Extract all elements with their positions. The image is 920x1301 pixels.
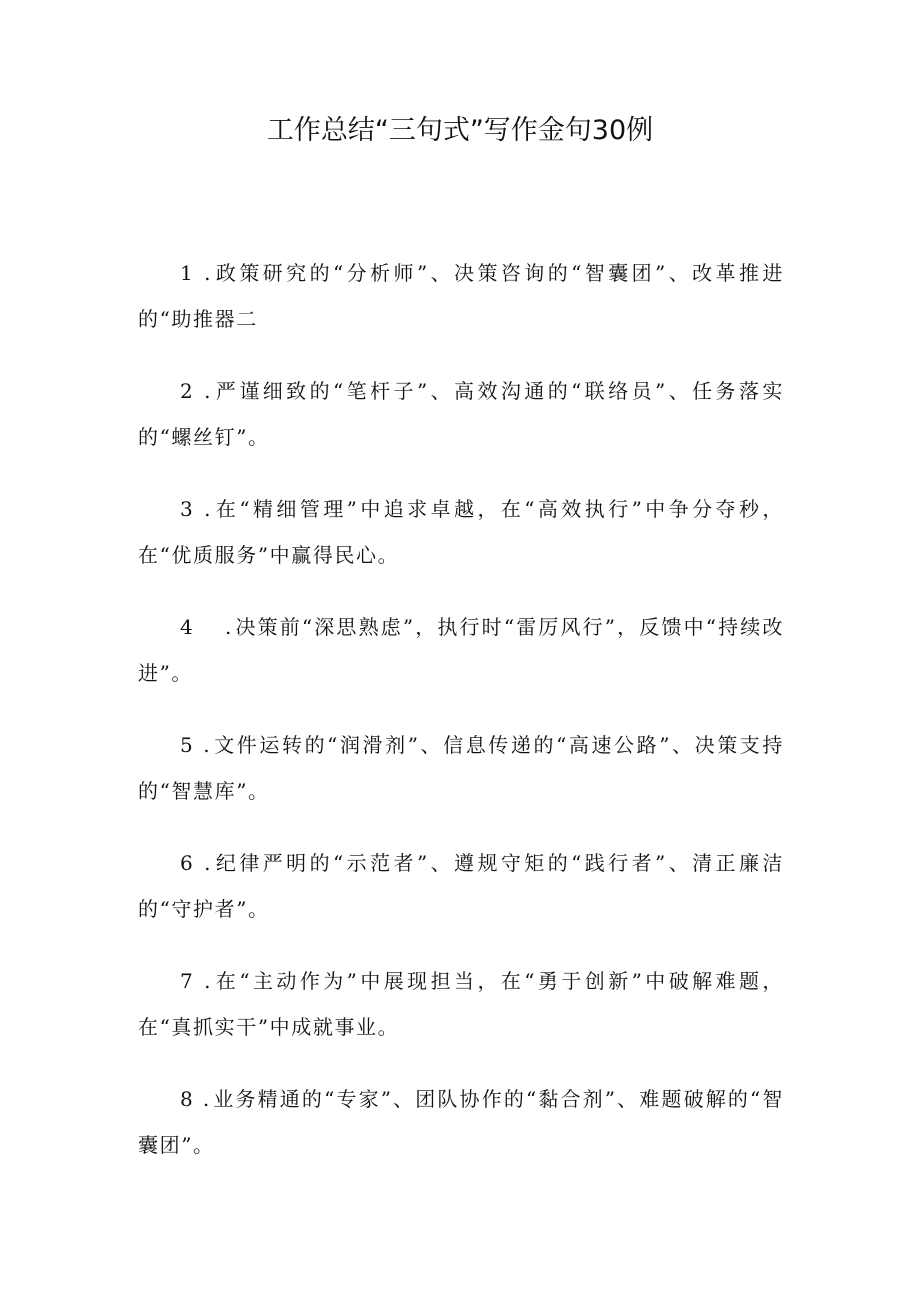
item-number: 2 . — [180, 379, 213, 403]
document-title: 工作总结“三句式”写作金句30例 — [266, 115, 654, 146]
list-item — [138, 250, 784, 342]
item-text: 在“主动作为”中展现担当，在“勇于创新”中破解难题，在“真抓实干”中成就事业。 — [138, 969, 785, 1039]
item-text: 决策前“深思熟虑”，执行时“雷厉风行”，反馈中“持续改进”。 — [138, 615, 784, 685]
item-number: 7 . — [180, 969, 213, 993]
item-text: 纪律严明的“示范者”、遵规守矩的“践行者”、清正廉洁的“守护者”。 — [138, 851, 785, 921]
item-list — [138, 250, 784, 1194]
item-text: 业务精通的“专家”、团队协作的“黏合剂”、难题破解的“智囊团”。 — [138, 1087, 784, 1157]
item-number: 5 . — [180, 733, 212, 757]
item-text: 政策研究的“分析师”、决策咨询的“智囊团”、改革推进的“助推器二 — [138, 261, 785, 331]
list-item — [138, 1076, 784, 1168]
list-item — [138, 368, 784, 460]
item-text: 文件运转的“润滑剂”、信息传递的“高速公路”、决策支持的“智慧库”。 — [138, 733, 784, 803]
list-item — [138, 722, 784, 814]
list-item — [138, 604, 784, 696]
list-item — [138, 958, 784, 1050]
item-number: 8 . — [180, 1087, 211, 1111]
item-text: 严谨细致的“笔杆子”、高效沟通的“联络员”、任务落实的“螺丝钉”。 — [138, 379, 785, 449]
item-number: 3 . — [180, 497, 213, 521]
list-item — [138, 486, 784, 578]
item-number: 4 . — [180, 615, 233, 639]
item-number: 6 . — [180, 851, 213, 875]
item-text: 在“精细管理”中追求卓越，在“高效执行”中争分夺秒，在“优质服务”中赢得民心。 — [138, 497, 785, 567]
item-number: 1 . — [180, 261, 213, 285]
list-item — [138, 840, 784, 932]
